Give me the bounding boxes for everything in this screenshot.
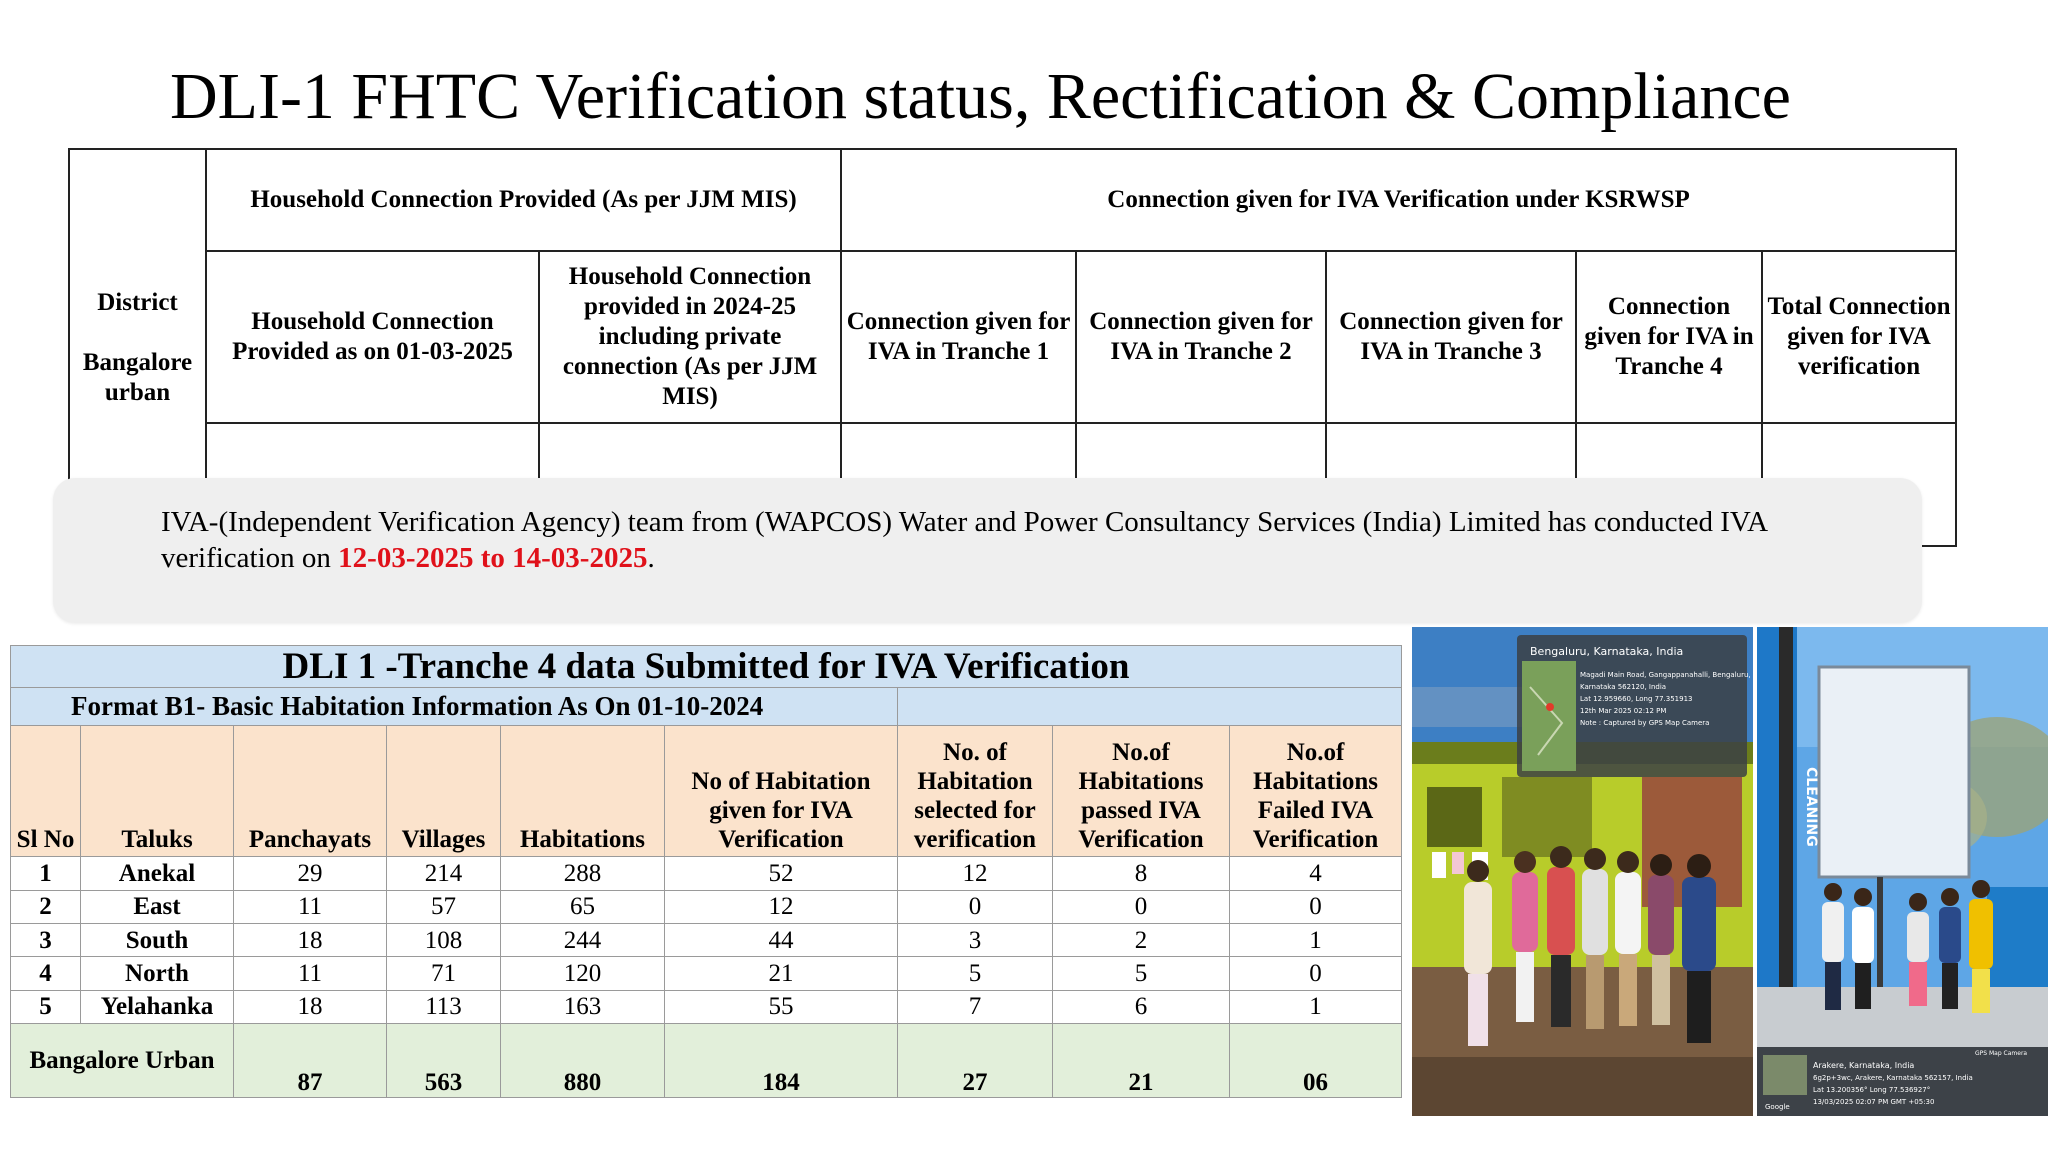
district-value: Bangalore urban <box>82 348 193 406</box>
cell-failed: 1 <box>1230 924 1402 957</box>
cell-taluk: North <box>81 957 234 990</box>
cell-villages: 108 <box>387 924 501 957</box>
cell-selected: 7 <box>898 990 1053 1023</box>
cell-taluk: Anekal <box>81 857 234 890</box>
cell-failed: 1 <box>1230 990 1402 1023</box>
header-passed: No.of Habitations passed IVA Verification <box>1053 725 1230 856</box>
cell-selected: 3 <box>898 924 1053 957</box>
cell-passed: 6 <box>1053 990 1230 1023</box>
cell-villages: 113 <box>387 990 501 1023</box>
cell-panchayats: 11 <box>234 957 387 990</box>
geotag-line: Lat 12.959660, Long 77.351913 <box>1580 695 1693 703</box>
cell-villages: 57 <box>387 890 501 923</box>
cell-given: 52 <box>665 857 898 890</box>
iva-note-box <box>53 478 1922 623</box>
google-label: Google <box>1765 1103 1790 1111</box>
geotag-line: Lat 13.200356° Long 77.536927° <box>1813 1086 1931 1094</box>
total-row <box>11 1024 1402 1098</box>
group-header-jjm: Household Connection Provided (As per JJM MIS) <box>206 149 841 251</box>
cell-given: 12 <box>665 890 898 923</box>
cell-passed: 8 <box>1053 857 1230 890</box>
iva-note-end: . <box>647 542 655 574</box>
total-failed: 06 <box>1230 1024 1402 1098</box>
cell-panchayats: 11 <box>234 890 387 923</box>
table-subtitle: Format B1- Basic Habitation Information As On 01-10-2024 <box>11 688 898 725</box>
table-title: DLI 1 -Tranche 4 data Submitted for IVA Verification <box>11 646 1402 688</box>
cell-villages: 71 <box>387 957 501 990</box>
cell-sl: 3 <box>11 924 81 957</box>
header-selected: No. of Habitation selected for verification <box>898 725 1053 856</box>
header-villages: Villages <box>387 725 501 856</box>
total-label: Bangalore Urban <box>11 1024 234 1098</box>
tranche-4-table <box>10 645 1402 1098</box>
table-row <box>11 890 1402 923</box>
header-sl-no: Sl No <box>11 725 81 856</box>
col-tranche-3: Connection given for IVA in Tranche 3 <box>1326 251 1576 423</box>
cell-given: 55 <box>665 990 898 1023</box>
header-given-iva: No of Habitation given for IVA Verification <box>665 725 898 856</box>
cell-sl: 1 <box>11 857 81 890</box>
col-hc-provided: Household Connection Provided as on 01-03-2025 <box>206 251 539 423</box>
col-tranche-2: Connection given for IVA in Tranche 2 <box>1076 251 1326 423</box>
cell-failed: 0 <box>1230 890 1402 923</box>
col-total-iva: Total Connection given for IVA verification <box>1762 251 1956 423</box>
total-habitations: 880 <box>501 1024 665 1098</box>
cell-selected: 12 <box>898 857 1053 890</box>
geotag-line: 6g2p+3wc, Arakere, Karnataka 562157, India <box>1813 1074 1973 1082</box>
geotag-line: Note : Captured by GPS Map Camera <box>1580 719 1710 727</box>
cell-sl: 5 <box>11 990 81 1023</box>
cell-taluk: South <box>81 924 234 957</box>
geotag-line: Karnataka 562120, India <box>1580 683 1667 691</box>
cell-habitations: 163 <box>501 990 665 1023</box>
cell-given: 44 <box>665 924 898 957</box>
cell-panchayats: 18 <box>234 990 387 1023</box>
cell-habitations: 288 <box>501 857 665 890</box>
table-row <box>11 990 1402 1023</box>
cell-failed: 4 <box>1230 857 1402 890</box>
iva-dates: 12-03-2025 to 14-03-2025 <box>338 542 648 574</box>
district-label: District <box>97 288 178 316</box>
geotag-line: Magadi Main Road, Gangappanahalli, Bengaluru, <box>1580 671 1751 679</box>
geotag-brand: GPS Map Camera <box>1975 1050 2028 1057</box>
table-row <box>11 957 1402 990</box>
cell-habitations: 244 <box>501 924 665 957</box>
geotag-place: Bengaluru, Karnataka, India <box>1530 645 1684 658</box>
header-failed: No.of Habitations Failed IVA Verification <box>1230 725 1402 856</box>
geotag-line: 12th Mar 2025 02:12 PM <box>1580 707 1667 715</box>
cell-given: 21 <box>665 957 898 990</box>
cell-selected: 0 <box>898 890 1053 923</box>
total-given: 184 <box>665 1024 898 1098</box>
total-panchayats: 87 <box>234 1024 387 1098</box>
col-hc-2024-25: Household Connection provided in 2024-25 including private connection (As per JJM MIS) <box>539 251 841 423</box>
cell-taluk: Yelahanka <box>81 990 234 1023</box>
geotag-place: Arakere, Karnataka, India <box>1813 1061 1915 1070</box>
total-passed: 21 <box>1053 1024 1230 1098</box>
table-row <box>11 857 1402 890</box>
cell-selected: 5 <box>898 957 1053 990</box>
header-taluks: Taluks <box>81 725 234 856</box>
cell-passed: 5 <box>1053 957 1230 990</box>
header-habitations: Habitations <box>501 725 665 856</box>
cell-sl: 4 <box>11 957 81 990</box>
total-selected: 27 <box>898 1024 1053 1098</box>
cell-taluk: East <box>81 890 234 923</box>
cell-panchayats: 18 <box>234 924 387 957</box>
cell-passed: 2 <box>1053 924 1230 957</box>
cell-failed: 0 <box>1230 957 1402 990</box>
total-villages: 563 <box>387 1024 501 1098</box>
cell-habitations: 120 <box>501 957 665 990</box>
field-photo-tank <box>1757 627 2048 1116</box>
col-tranche-1: Connection given for IVA in Tranche 1 <box>841 251 1076 423</box>
cell-villages: 214 <box>387 857 501 890</box>
cell-habitations: 65 <box>501 890 665 923</box>
empty-cell <box>898 688 1402 725</box>
slide-title: DLI-1 FHTC Verification status, Rectification & Compliance <box>170 60 1791 133</box>
cell-sl: 2 <box>11 890 81 923</box>
group-header-iva: Connection given for IVA Verification under KSRWSP <box>841 149 1956 251</box>
col-tranche-4: Connection given for IVA in Tranche 4 <box>1576 251 1762 423</box>
table-row <box>11 924 1402 957</box>
header-panchayats: Panchayats <box>234 725 387 856</box>
field-photo-house <box>1412 627 1753 1116</box>
cell-panchayats: 29 <box>234 857 387 890</box>
cell-passed: 0 <box>1053 890 1230 923</box>
geotag-line: 13/03/2025 02:07 PM GMT +05:30 <box>1813 1098 1935 1106</box>
pole-text: CLEANING <box>1803 767 1819 847</box>
iva-note-text <box>161 504 1881 576</box>
iva-note-body: IVA-(Independent Verification Agency) team from (WAPCOS) Water and Power Consultancy Services (India) Limited has conducted IVA verification on <box>161 506 1767 574</box>
